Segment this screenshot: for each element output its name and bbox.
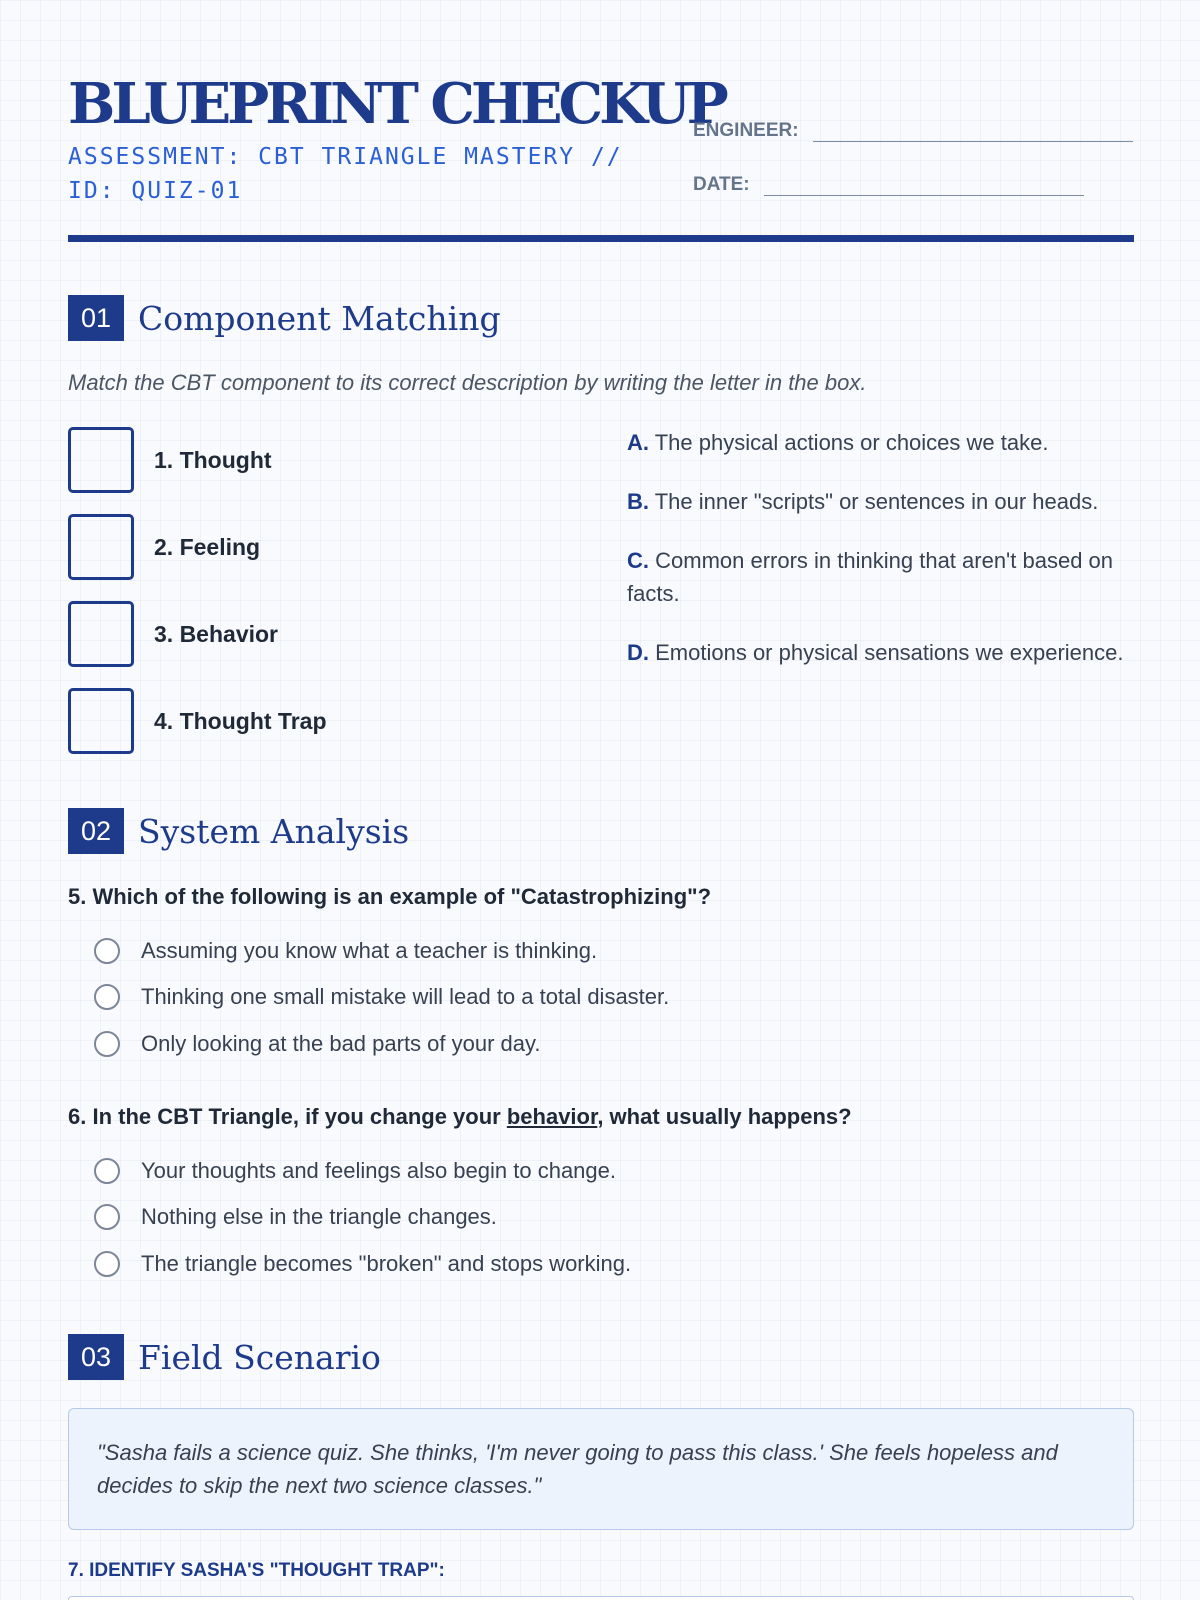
radio-button[interactable]	[94, 984, 120, 1010]
radio-button[interactable]	[94, 1251, 120, 1277]
question-text: 6. In the CBT Triangle, if you change your	[68, 1104, 507, 1129]
radio-button[interactable]	[94, 938, 120, 964]
q5-option[interactable]	[94, 938, 597, 964]
option-label: Nothing else in the triangle changes.	[141, 1204, 497, 1229]
option-label: The triangle becomes "broken" and stops working.	[141, 1251, 632, 1276]
answer-box[interactable]	[68, 427, 134, 493]
engineer-row	[693, 120, 1133, 142]
radio-button[interactable]	[94, 1204, 120, 1230]
definition-item	[627, 544, 1127, 610]
engineer-field[interactable]	[813, 120, 1133, 142]
definition-item	[627, 636, 1127, 669]
definition-item	[627, 485, 1127, 518]
date-row	[693, 174, 1084, 196]
engineer-label: ENGINEER:	[693, 120, 799, 141]
matching-instructions: Match the CBT component to its correct description by writing the letter in the box.	[68, 370, 867, 395]
definition-letter: A.	[627, 430, 649, 455]
option-label: Thinking one small mistake will lead to a total disaster.	[141, 984, 670, 1009]
page-title: BLUEPRINT CHECKUP	[68, 71, 725, 137]
section-title: Field Scenario	[138, 1337, 381, 1377]
answer-box[interactable]	[68, 601, 134, 667]
definition-text: The inner "scripts" or sentences in our heads.	[654, 489, 1099, 514]
section-number: 03	[68, 1334, 124, 1380]
definition-letter: B.	[627, 489, 649, 514]
term-label: 1. Thought	[154, 446, 272, 473]
definition-letter: D.	[627, 640, 649, 665]
definition-item	[627, 426, 1127, 459]
date-label: DATE:	[693, 174, 750, 195]
worksheet-header	[68, 0, 1134, 242]
section-title: Component Matching	[138, 298, 501, 338]
assessment-subtitle: ASSESSMENT: CBT TRIANGLE MASTERY // ID: QUIZ-01	[68, 144, 623, 204]
date-field[interactable]	[764, 174, 1084, 196]
question-7-label: 7. IDENTIFY SASHA'S "THOUGHT TRAP":	[68, 1560, 445, 1581]
q6-option[interactable]	[94, 1158, 616, 1184]
q5-option[interactable]	[94, 984, 669, 1010]
option-label: Your thoughts and feelings also begin to change.	[141, 1158, 616, 1183]
section-title: System Analysis	[138, 811, 410, 851]
term-label: 3. Behavior	[154, 620, 278, 647]
matching-term	[68, 514, 260, 580]
definitions-list	[627, 426, 1127, 695]
matching-term	[68, 688, 327, 754]
matching-term	[68, 427, 272, 493]
q6-option[interactable]	[94, 1251, 631, 1277]
radio-button[interactable]	[94, 1031, 120, 1057]
answer-box[interactable]	[68, 688, 134, 754]
term-label: 4. Thought Trap	[154, 707, 327, 734]
section-heading-matching	[68, 295, 501, 341]
scenario-box: "Sasha fails a science quiz. She thinks, 'I'm never going to pass this class.' She feels hopeless and decides to skip the next two science classes."	[68, 1408, 1134, 1530]
radio-button[interactable]	[94, 1158, 120, 1184]
option-label: Assuming you know what a teacher is thinking.	[141, 938, 598, 963]
question-emphasis: behavior	[506, 1104, 598, 1129]
matching-term	[68, 601, 278, 667]
thought-trap-answer-field[interactable]	[68, 1596, 1134, 1600]
section-number: 02	[68, 808, 124, 854]
worksheet	[68, 0, 1134, 1581]
definition-text: Common errors in thinking that aren't based on facts.	[627, 548, 1114, 606]
section-heading-scenario	[68, 1334, 381, 1380]
question-6	[68, 1104, 852, 1130]
term-label: 2. Feeling	[154, 533, 261, 560]
option-label: Only looking at the bad parts of your day.	[141, 1031, 541, 1056]
question-5: 5. Which of the following is an example of "Catastrophizing"?	[68, 884, 712, 909]
section-number: 01	[68, 295, 124, 341]
definition-text: The physical actions or choices we take.	[654, 430, 1049, 455]
answer-box[interactable]	[68, 514, 134, 580]
section-heading-analysis	[68, 808, 409, 854]
q5-option[interactable]	[94, 1031, 541, 1057]
question-text: , what usually happens?	[597, 1104, 852, 1129]
definition-text: Emotions or physical sensations we experience.	[655, 640, 1124, 665]
definition-letter: C.	[627, 548, 649, 573]
q6-option[interactable]	[94, 1204, 497, 1230]
